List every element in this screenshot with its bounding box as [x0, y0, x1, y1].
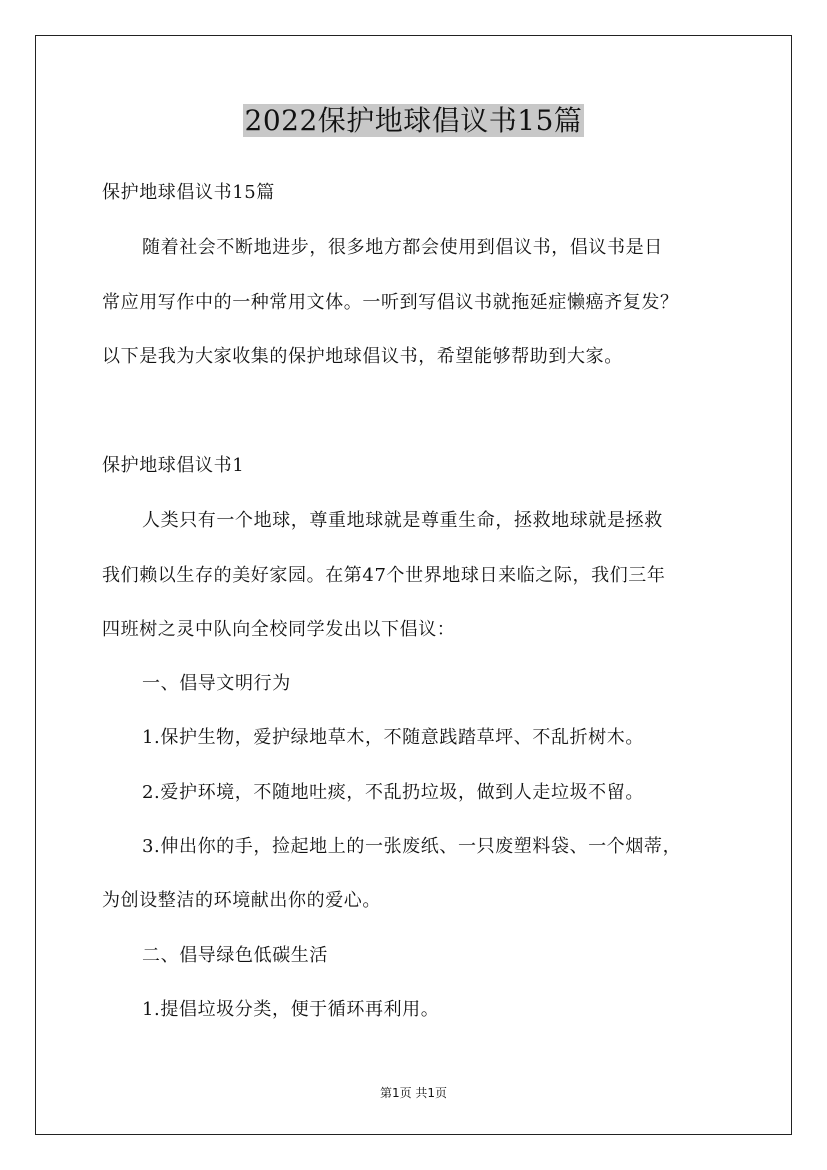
- section-heading-1: 保护地球倡议书1: [102, 455, 245, 476]
- list-item-continued: 为创设整洁的环境献出你的爱心。: [102, 890, 381, 911]
- title-text: 2022保护地球倡议书15篇: [244, 104, 583, 137]
- body-line: 人类只有一个地球，尊重地球就是尊重生命，拯救地球就是拯救: [142, 510, 663, 531]
- list-item: 1.保护生物，爱护绿地草木，不随意践踏草坪、不乱折树木。: [142, 727, 644, 748]
- list-item: 1.提倡垃圾分类，便于循环再利用。: [142, 999, 440, 1020]
- intro-line-3: 以下是我为大家收集的保护地球倡议书，希望能够帮助到大家。: [102, 346, 623, 367]
- intro-line-2: 常应用写作中的一种常用文体。一听到写倡议书就拖延症懒癌齐复发？: [102, 292, 679, 313]
- subtitle-line: 保护地球倡议书15篇: [102, 182, 275, 203]
- intro-line-1: 随着社会不断地进步，很多地方都会使用到倡议书，倡议书是日: [142, 237, 663, 258]
- list-heading-1: 一、倡导文明行为: [142, 673, 291, 694]
- page-footer: 第1页 共1页: [379, 1086, 448, 1100]
- body-line: 我们赖以生存的美好家园。在第47个世界地球日来临之际，我们三年: [102, 565, 666, 586]
- body-line: 四班树之灵中队向全校同学发出以下倡议：: [102, 619, 456, 640]
- document-title: [0, 100, 827, 142]
- list-item: 3.伸出你的手，捡起地上的一张废纸、一只废塑料袋、一个烟蒂，: [142, 836, 682, 857]
- list-heading-2: 二、倡导绿色低碳生活: [142, 945, 328, 966]
- list-item: 2.爱护环境，不随地吐痰，不乱扔垃圾，做到人走垃圾不留。: [142, 782, 644, 803]
